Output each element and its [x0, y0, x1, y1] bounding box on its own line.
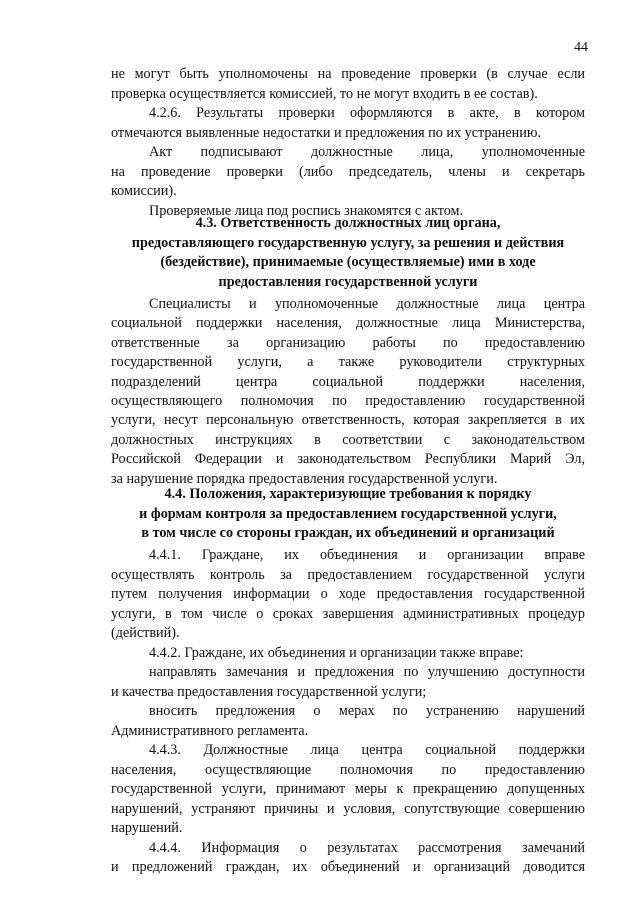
paragraph-line: нарушений, устраняют причины и условия, сопутствующие совершению [111, 800, 585, 817]
paragraph-line: Российской Федерации и законодательством Республики Марий Эл, [111, 451, 585, 468]
paragraph-line: осуществляющего полномочия по предоставлению государственной [111, 393, 585, 409]
paragraph-line: государственной услуги, принимают меры к прекращению допущенных [111, 781, 585, 797]
paragraph-line: 4.2.6. Результаты проверки оформляются в акте, в котором [149, 105, 585, 121]
section-heading-line: (бездействие), принимаемые (осуществляемые) ими в ходе [160, 254, 536, 271]
page-number: 44 [574, 40, 588, 55]
section-heading-line: 4.3. Ответственность должностных лиц органа, [195, 215, 501, 231]
paragraph-line: отмечаются выявленные недостатки и предложения по их устранению. [111, 124, 542, 141]
paragraph-line: должностных инструкциях в соответствии с законодательством [111, 431, 585, 448]
paragraph-line: направлять замечания и предложения по улучшению доступности [149, 664, 585, 680]
paragraph-line: услуги, несут персональную ответственность, которая закрепляется в их [111, 412, 585, 429]
paragraph-line: 4.4.2. Граждане, их объединения и организации также вправе: [149, 644, 524, 661]
paragraph-line: Административного регламента. [111, 722, 309, 739]
paragraph-line: путем получения информации о ходе предоставления государственной [111, 586, 585, 602]
paragraph-line: населения, осуществляющие полномочия по предоставлению [111, 761, 585, 778]
section-heading-line: предоставления государственной услуги [218, 274, 478, 291]
section-heading-line: и формам контроля за предоставлением государственной услуги, [139, 505, 557, 522]
paragraph-line: осуществлять контроль за предоставлением государственной услуги [111, 566, 585, 583]
paragraph-line: и качества предоставления государственной услуги; [111, 683, 427, 700]
paragraph-line: вносить предложения о мерах по устранению нарушений [149, 703, 585, 719]
paragraph-line: Акт подписывают должностные лица, уполномоченные [149, 144, 585, 160]
paragraph-line: Проверяемые лица под роспись знакомятся с актом. [149, 202, 464, 219]
paragraph-line: и предложений граждан, их объединений и организаций доводится [111, 859, 585, 875]
paragraph-line: социальной поддержки населения, должностные лица Министерства, [111, 315, 585, 332]
paragraph-line: ответственные за организацию работы по предоставлению [111, 334, 585, 351]
paragraph-line: государственной услуги, а также руководители структурных [111, 354, 585, 371]
section-heading-line: 4.4. Положения, характеризующие требования к порядку [164, 486, 532, 502]
paragraph-line: 4.4.4. Информация о результатах рассмотрения замечаний [149, 839, 585, 856]
paragraph-line: не могут быть уполномочены на проведение проверки (в случае если [111, 66, 585, 82]
paragraph-line: нарушений. [111, 820, 183, 836]
paragraph-line: услуги, в том числе о сроках завершения административных процедур [111, 605, 585, 622]
paragraph-line: (действий). [111, 625, 180, 641]
paragraph-line: проверка осуществляется комиссией, то не могут входить в ее состав). [111, 85, 538, 102]
paragraph-line: 4.4.1. Граждане, их объединения и организации вправе [149, 547, 585, 563]
paragraph-line: на проведение проверки (либо председатель, члены и секретарь [111, 163, 585, 180]
paragraph-line: за нарушение порядка предоставления государственной услуги. [111, 470, 498, 487]
paragraph-line: 4.4.3. Должностные лица центра социальной поддержки [149, 742, 585, 758]
paragraph-line: комиссии). [111, 183, 177, 199]
paragraph-line: Специалисты и уполномоченные должностные лица центра [149, 296, 585, 312]
section-heading-line: предоставляющего государственную услугу, за решения и действия [131, 234, 565, 251]
paragraph-line: подразделений центра социальной поддержки населения, [111, 373, 585, 390]
section-heading-line: в том числе со стороны граждан, их объединений и организаций [141, 525, 555, 542]
